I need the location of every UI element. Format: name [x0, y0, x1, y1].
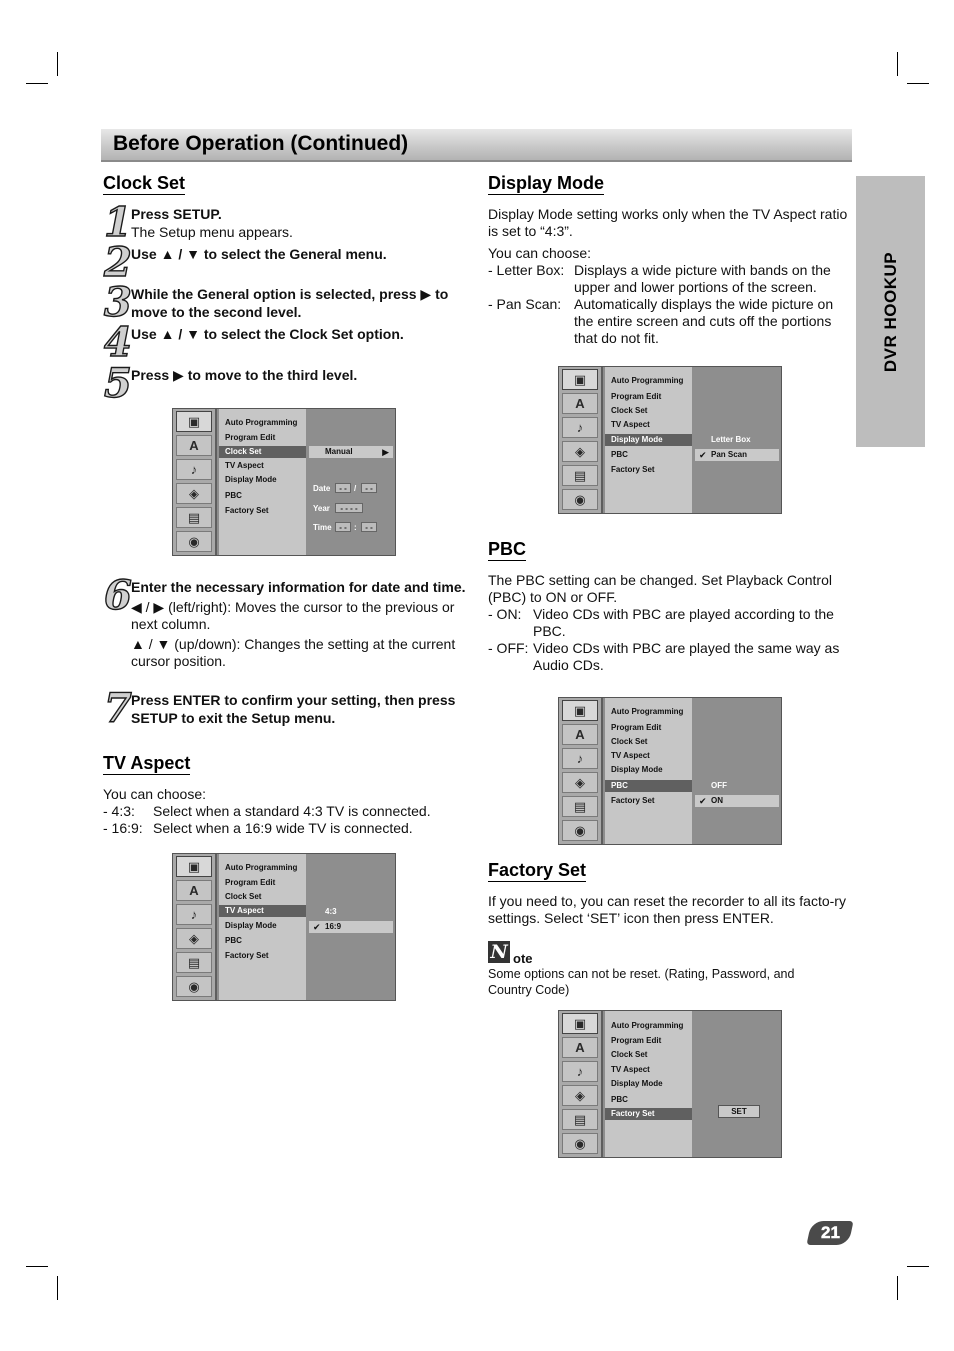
disc-icon: ◉: [176, 531, 212, 552]
display-option-label: Pan Scan: [711, 450, 748, 459]
menu-list: [219, 854, 306, 1000]
step-number: 7: [104, 685, 132, 732]
year-label: Year: [313, 504, 330, 513]
pbc-body: [488, 572, 850, 674]
step-instruction: Press SETUP.: [131, 206, 222, 222]
step-number: 5: [104, 360, 132, 407]
step-number: 2: [104, 239, 132, 286]
audio-icon: ♪: [176, 904, 212, 925]
menu-item: TV Aspect: [611, 420, 650, 429]
menu-item: Factory Set: [225, 506, 269, 515]
general-icon: ▣: [562, 1013, 598, 1034]
pbc-para: The PBC setting can be changed. Set Playback Control (PBC) to ON or OFF.: [488, 572, 832, 605]
audio-icon: ♪: [562, 417, 598, 438]
lock-icon: ◈: [562, 441, 598, 462]
check-icon: ✔: [313, 922, 321, 932]
language-icon: A: [562, 1037, 598, 1058]
recording-icon: ▤: [176, 952, 212, 973]
audio-icon: ♪: [176, 459, 212, 480]
step-6: [131, 579, 466, 671]
option-term: - Pan Scan:: [488, 296, 562, 312]
crop-mark: [57, 1276, 58, 1300]
lock-icon: ◈: [562, 772, 598, 793]
step-instruction: Use ▲ / ▼ to select the Clock Set option.: [131, 326, 404, 342]
display-mode-body: [488, 206, 848, 347]
menu-item: Program Edit: [611, 1036, 662, 1045]
tv-aspect-heading: TV Aspect: [103, 753, 191, 773]
menu-item: Clock Set: [611, 406, 648, 415]
step-3: [131, 286, 466, 321]
option-desc: Select when a 16:9 wide TV is connected.: [153, 820, 413, 836]
page-title-bar: [101, 129, 852, 162]
menu-item: Clock Set: [225, 892, 262, 901]
step-number: 3: [104, 279, 132, 326]
general-icon: ▣: [176, 856, 212, 877]
display-option: Letter Box: [711, 435, 751, 444]
step-detail: ▲ / ▼ (up/down): Changes the setting at the current cursor position.: [131, 635, 456, 669]
time-label: Time: [313, 523, 332, 532]
menu-item: Display Mode: [611, 1079, 663, 1088]
page-number: 21: [820, 1223, 840, 1242]
step-number: 1: [104, 199, 132, 246]
aspect-option: 4:3: [325, 907, 337, 916]
display-option-selected: [695, 449, 779, 461]
aspect-option-selected: [309, 921, 393, 933]
display-mode-para: Display Mode setting works only when the TV Aspect ratio is set to “4:3”.: [488, 206, 848, 239]
menu-item: Program Edit: [611, 723, 662, 732]
crop-mark: [897, 1276, 898, 1300]
crop-mark: [897, 52, 898, 76]
menu-item: Program Edit: [611, 392, 662, 401]
page-number-badge: [806, 1221, 853, 1245]
time-hour-field: - -: [335, 522, 351, 532]
display-mode-intro: You can choose:: [488, 245, 592, 261]
option-desc: Automatically displays the wide picture on the entire screen and cuts off the portions that do not fit.: [574, 296, 834, 346]
note-label: ote: [513, 951, 533, 966]
language-icon: A: [562, 393, 598, 414]
menu-item: PBC: [611, 450, 628, 459]
menu-list: [219, 409, 306, 555]
date-separator: /: [354, 484, 357, 493]
menu-item: Program Edit: [225, 433, 276, 442]
general-icon: ▣: [562, 369, 598, 390]
recording-icon: ▤: [562, 796, 598, 817]
option-desc: Displays a wide picture with bands on the upper and lower portions of the screen.: [574, 262, 831, 295]
option-desc: Video CDs with PBC are played according to the PBC.: [533, 606, 834, 639]
menu-item: Display Mode: [611, 765, 663, 774]
disc-icon: ◉: [176, 976, 212, 997]
aspect-option-label: 16:9: [325, 922, 342, 931]
step-instruction: Use ▲ / ▼ to select the General menu.: [131, 246, 387, 262]
step-detail: The Setup menu appears.: [131, 223, 293, 240]
tv-aspect-intro: You can choose:: [103, 786, 207, 802]
menu-icon-column: [173, 409, 217, 555]
language-icon: A: [176, 435, 212, 456]
time-separator: :: [354, 523, 357, 532]
menu-item: TV Aspect: [611, 1065, 650, 1074]
pbc-heading: PBC: [488, 539, 527, 559]
menu-item: PBC: [225, 491, 242, 500]
pbc-option: [488, 606, 850, 640]
set-button[interactable]: SET: [718, 1105, 760, 1118]
menu-icon-column: [559, 698, 603, 844]
display-mode-option: [488, 262, 848, 296]
menu-item: Factory Set: [611, 465, 655, 474]
option-term: - ON:: [488, 606, 522, 622]
time-minute-field: - -: [361, 522, 377, 532]
menu-item: TV Aspect: [225, 461, 264, 470]
step-number: 4: [104, 319, 132, 366]
step-detail: ◀ / ▶ (left/right): Moves the cursor to the previous or next column.: [131, 598, 455, 632]
setup-menu-display-mode: [558, 366, 782, 514]
menu-icon-column: [559, 367, 603, 513]
option-term: - OFF:: [488, 640, 529, 656]
menu-item: Program Edit: [225, 878, 276, 887]
general-icon: ▣: [562, 700, 598, 721]
pbc-option-value: OFF: [711, 781, 727, 790]
menu-item: Auto Programming: [611, 376, 684, 385]
step-instruction: Enter the necessary information for date and time.: [131, 579, 466, 595]
step-4: [131, 326, 466, 344]
lock-icon: ◈: [176, 483, 212, 504]
menu-item-selected: PBC: [605, 780, 692, 792]
audio-icon: ♪: [562, 748, 598, 769]
setup-menu-pbc: [558, 697, 782, 845]
audio-icon: ♪: [562, 1061, 598, 1082]
menu-item: Factory Set: [611, 796, 655, 805]
setup-menu-factory-set: [558, 1010, 782, 1158]
menu-item-selected: Factory Set: [605, 1108, 692, 1120]
lock-icon: ◈: [176, 928, 212, 949]
menu-icon-column: [559, 1011, 603, 1157]
factory-set-heading: Factory Set: [488, 860, 587, 880]
tv-aspect-option: [103, 803, 463, 820]
crop-mark: [907, 1266, 929, 1267]
tv-aspect-body: [103, 786, 463, 837]
tv-aspect-option: [103, 820, 463, 837]
step-instruction: Press ▶ to move to the third level.: [131, 367, 358, 383]
option-term: - 16:9:: [103, 820, 143, 836]
menu-item: Clock Set: [611, 737, 648, 746]
check-icon: ✔: [699, 450, 707, 460]
language-icon: A: [176, 880, 212, 901]
disc-icon: ◉: [562, 1133, 598, 1154]
step-instruction: Press ENTER to confirm your setting, then press SETUP to exit the Setup menu.: [131, 692, 456, 726]
menu-icon-column: [173, 854, 217, 1000]
menu-list: [605, 1011, 692, 1157]
menu-item: Auto Programming: [611, 707, 684, 716]
crop-mark: [57, 52, 58, 76]
recording-icon: ▤: [562, 465, 598, 486]
crop-mark: [26, 1266, 48, 1267]
step-instruction: While the General option is selected, press ▶ to move to the second level.: [131, 286, 449, 320]
menu-list: [605, 367, 692, 513]
date-label: Date: [313, 484, 331, 493]
option-desc: Select when a standard 4:3 TV is connected.: [153, 803, 431, 819]
disc-icon: ◉: [562, 489, 598, 510]
arrow-right-icon: ▶: [382, 447, 389, 457]
setup-menu-clock-set: [172, 408, 396, 556]
pbc-option: [488, 640, 850, 674]
note-text: Some options can not be reset. (Rating, Password, and Country Code): [488, 967, 795, 997]
menu-item-selected: TV Aspect: [219, 905, 306, 917]
menu-item-selected: Display Mode: [605, 434, 692, 446]
option-term: - Letter Box:: [488, 262, 565, 278]
lock-icon: ◈: [562, 1085, 598, 1106]
setup-menu-tv-aspect: [172, 853, 396, 1001]
section-side-tab: [856, 176, 925, 447]
general-icon: ▣: [176, 411, 212, 432]
menu-item: Auto Programming: [225, 863, 298, 872]
language-icon: A: [562, 724, 598, 745]
page-title: Before Operation (Continued): [113, 132, 409, 155]
date-month-field: - -: [335, 483, 351, 493]
pbc-option-selected: [695, 795, 779, 807]
clock-mode-value: [309, 446, 393, 458]
step-1: [131, 206, 466, 241]
clock-mode-label: Manual: [325, 447, 353, 456]
menu-item: PBC: [611, 1095, 628, 1104]
menu-item-selected: Clock Set: [219, 446, 306, 458]
menu-list: [605, 698, 692, 844]
crop-mark: [907, 83, 929, 84]
disc-icon: ◉: [562, 820, 598, 841]
menu-item: Auto Programming: [611, 1021, 684, 1030]
menu-item: Display Mode: [225, 921, 277, 930]
year-field: - - - -: [335, 503, 363, 513]
step-2: [131, 246, 466, 264]
display-mode-heading: Display Mode: [488, 173, 605, 193]
factory-set-para: If you need to, you can reset the recorder to all its facto-ry settings. Select ‘SET’ icon then press ENTER.: [488, 893, 846, 926]
menu-item: PBC: [225, 936, 242, 945]
menu-item: Display Mode: [225, 475, 277, 484]
side-tab-label: DVR HOOKUP: [880, 251, 900, 372]
step-7: [131, 692, 466, 727]
pbc-option-label: ON: [711, 796, 723, 805]
date-day-field: - -: [361, 483, 377, 493]
menu-item: Factory Set: [225, 951, 269, 960]
note-icon: N: [488, 941, 510, 963]
option-term: - 4:3:: [103, 803, 135, 819]
recording-icon: ▤: [562, 1109, 598, 1130]
recording-icon: ▤: [176, 507, 212, 528]
crop-mark: [26, 83, 48, 84]
display-mode-option: [488, 296, 848, 347]
menu-item: Auto Programming: [225, 418, 298, 427]
menu-item: TV Aspect: [611, 751, 650, 760]
clock-set-heading: Clock Set: [103, 173, 186, 193]
option-desc: Video CDs with PBC are played the same way as Audio CDs.: [533, 640, 840, 673]
step-5: [131, 367, 466, 385]
check-icon: ✔: [699, 796, 707, 806]
step-number: 6: [104, 572, 132, 619]
menu-item: Clock Set: [611, 1050, 648, 1059]
